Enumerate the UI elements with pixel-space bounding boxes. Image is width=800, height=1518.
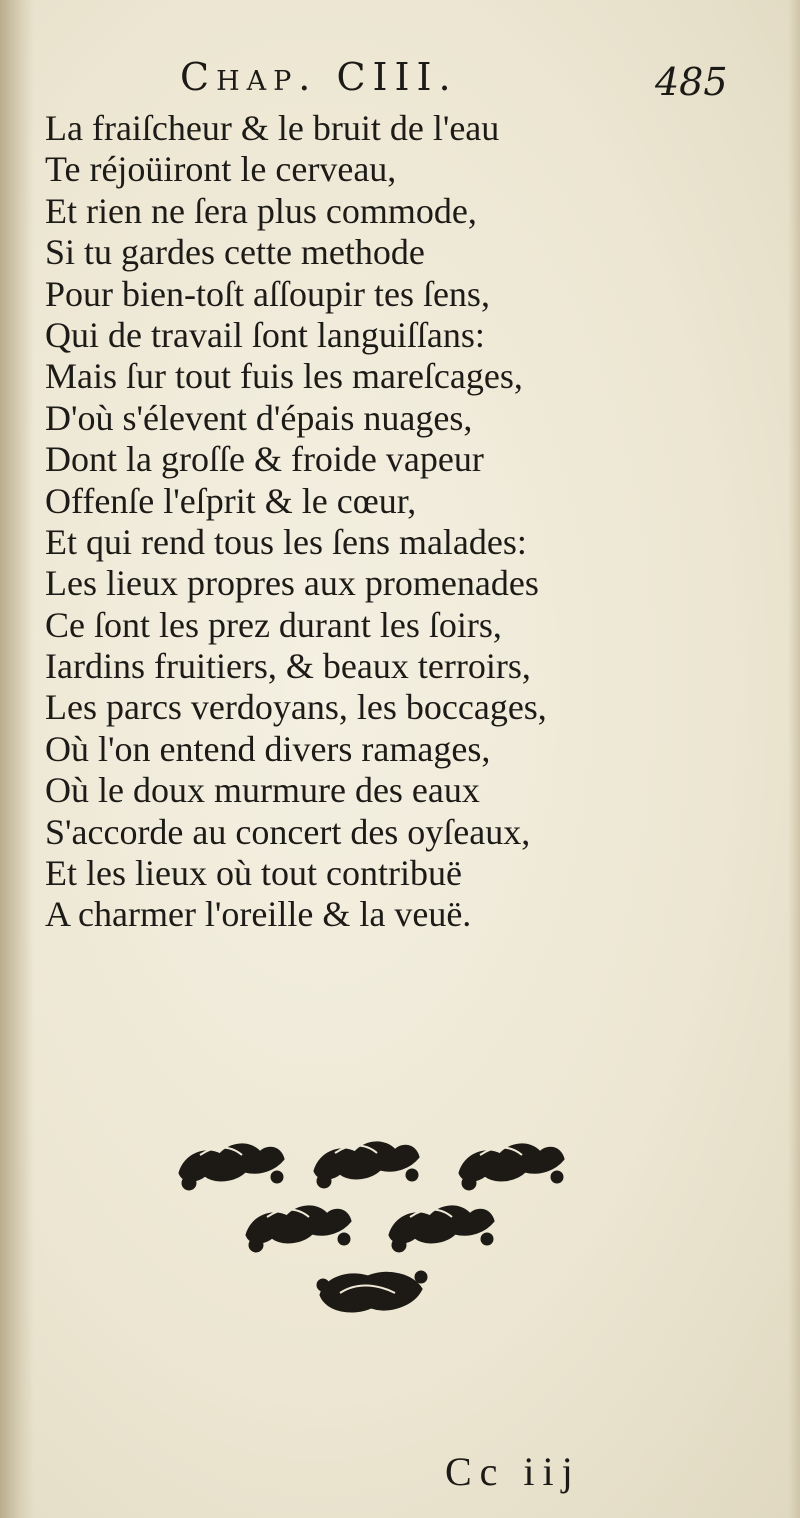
verse-line: Pour bien-toſt aſſoupir tes ſens,: [45, 273, 490, 314]
verse-line: Et qui rend tous les ſens malades:: [45, 521, 527, 562]
verse-line: D'où s'élevent d'épais nuages,: [45, 397, 473, 438]
verse-line: S'accorde au concert des oyſeaux,: [45, 811, 531, 852]
gutter-shadow: [0, 0, 34, 1518]
verse-line: Les parcs verdoyans, les boccages,: [45, 687, 547, 728]
verse-line: Dont la groſſe & froide vapeur: [45, 439, 484, 480]
verse-line: Et les lieux où tout contribuë: [45, 853, 462, 894]
verse-line: Où l'on entend divers ramages,: [45, 728, 491, 769]
running-head: Chap. CIII.: [180, 55, 458, 99]
verse-line: Qui de travail ſont languiſſans:: [45, 314, 485, 355]
verse-line: Ce ſont les prez durant les ſoirs,: [45, 604, 502, 645]
verse-line: Te réjoüiront le cerveau,: [45, 149, 397, 190]
page-edge: [788, 0, 800, 1518]
verse-line: Offenſe l'eſprit & le cœur,: [45, 480, 417, 521]
verse-line: Les lieux propres aux promenades: [45, 563, 539, 604]
verse-line: Si tu gardes cette methode: [45, 232, 425, 273]
verse-line: Iardins fruitiers, & beaux terroirs,: [45, 646, 531, 687]
tailpiece-ornament-icon: [170, 1115, 590, 1325]
verse-line: Mais ſur tout fuis les mareſcages,: [45, 356, 523, 397]
verse-line: Et rien ne ſera plus commode,: [45, 190, 477, 231]
verse-line: Où le doux murmure des eaux: [45, 770, 480, 811]
verse-line: A charmer l'oreille & la veuë.: [45, 894, 472, 935]
signature-mark: Cc iij: [445, 1449, 581, 1494]
verse-line: La fraiſcheur & le bruit de l'eau: [45, 108, 500, 148]
page-number: 485: [655, 60, 728, 104]
verse-block: [45, 108, 665, 936]
